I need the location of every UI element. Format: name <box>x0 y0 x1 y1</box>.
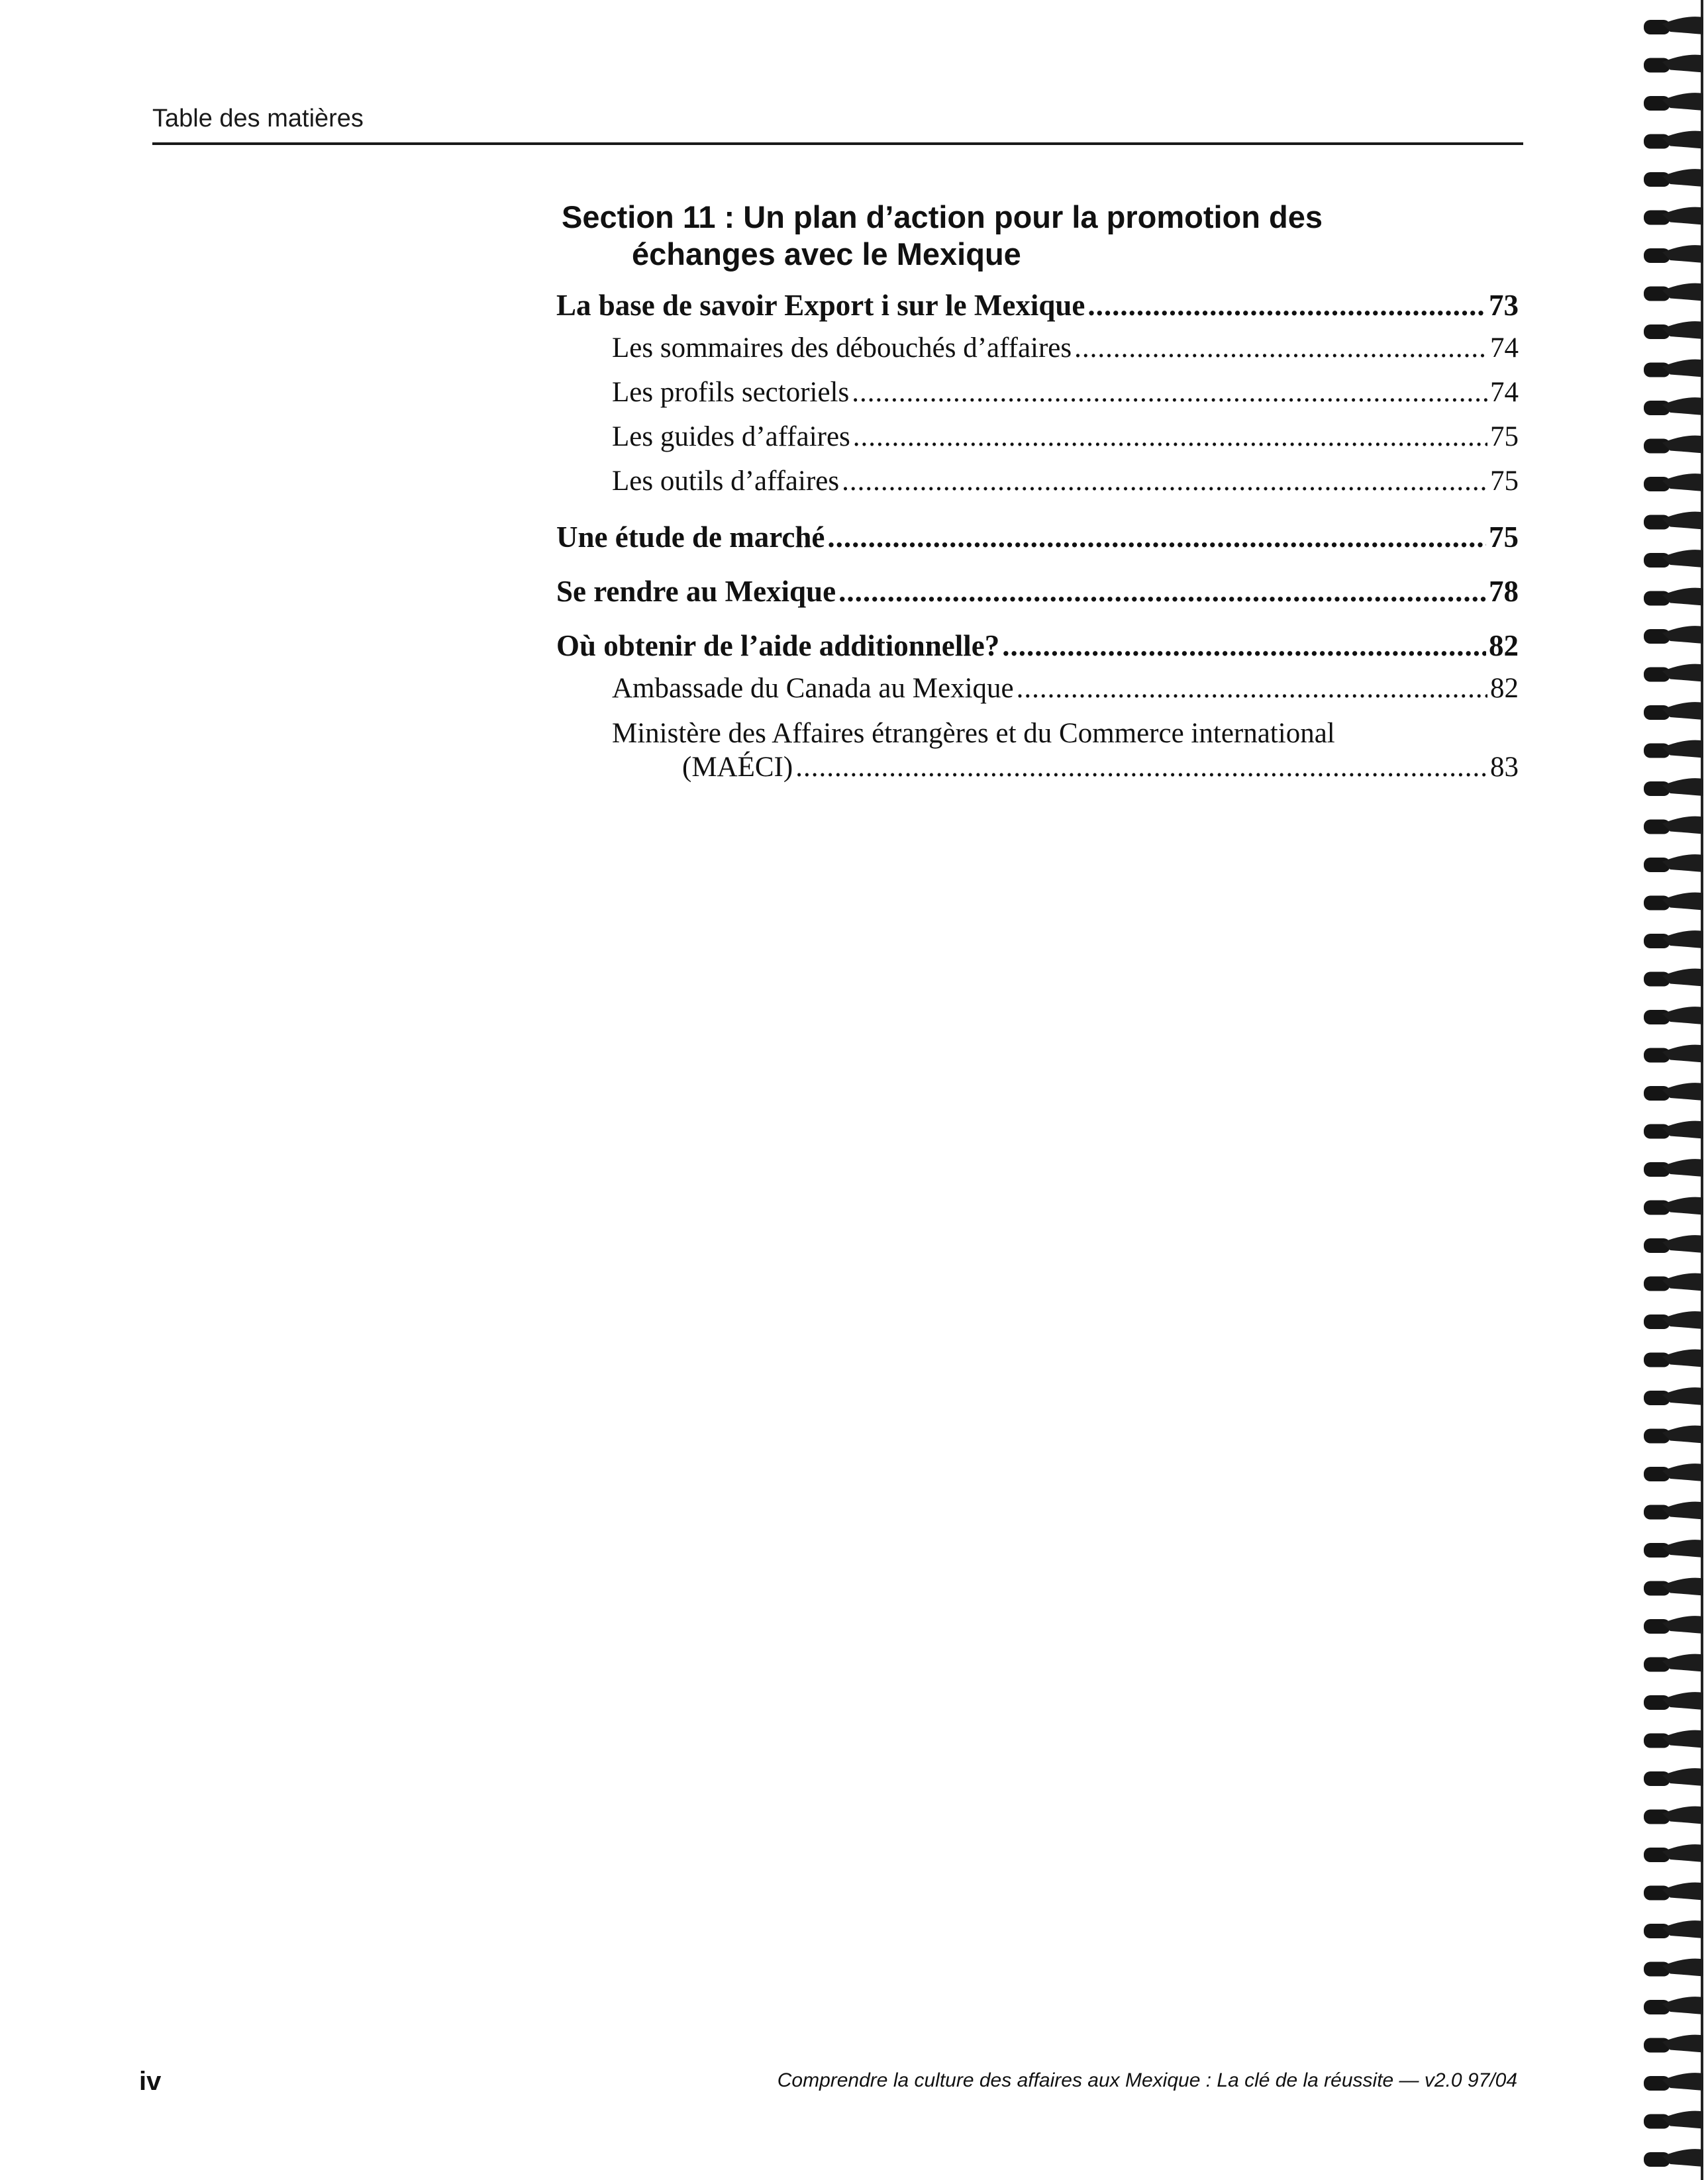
binding-loop <box>1644 1540 1703 1558</box>
toc-leader-dots <box>1017 672 1487 705</box>
toc-entry-export-i[interactable] <box>556 288 1519 332</box>
binding-loop <box>1644 1730 1703 1748</box>
binding-loop <box>1644 1273 1703 1291</box>
binding-loop <box>1644 1654 1703 1672</box>
toc-leader-dots <box>838 574 1486 609</box>
binding-loop <box>1644 1692 1703 1710</box>
binding-loop <box>1644 17 1703 34</box>
binding-loop <box>1644 1083 1703 1101</box>
toc-entry-page: 82 <box>1490 673 1519 704</box>
toc-leader-dots <box>853 421 1487 453</box>
toc-entry-se-rendre[interactable] <box>556 574 1519 618</box>
toc-entry-guides[interactable] <box>556 421 1519 465</box>
toc-entry-label: Les profils sectoriels <box>612 377 850 408</box>
binding-loop <box>1644 930 1703 948</box>
binding-loop <box>1644 169 1703 187</box>
toc-leader-dots <box>1074 332 1487 364</box>
binding-loop <box>1644 664 1703 682</box>
binding-loop <box>1644 1997 1703 2014</box>
toc-entry-page: 75 <box>1489 520 1519 554</box>
toc-entry-page: 74 <box>1490 332 1519 364</box>
binding-loop <box>1644 2111 1703 2129</box>
binding-loop <box>1644 1616 1703 1634</box>
toc-entry-outils[interactable] <box>556 465 1519 509</box>
toc-entry-line-2 <box>612 751 1519 791</box>
toc-entry-page: 82 <box>1489 629 1519 662</box>
binding-loop <box>1644 854 1703 872</box>
footer-publication-title: Comprendre la culture des affaires aux Mexique : La clé de la réussite — v2.0 97/04 <box>777 2069 1517 2091</box>
binding-loop <box>1644 1197 1703 1215</box>
binding-loop <box>1644 360 1703 377</box>
spiral-binding <box>1636 0 1708 2180</box>
section-title-line-1: Section 11 : Un plan d’action pour la promotion des <box>562 199 1323 234</box>
binding-loop <box>1644 702 1703 720</box>
binding-loop <box>1644 740 1703 758</box>
toc-entry-page: 83 <box>1490 752 1519 783</box>
binding-loop <box>1644 207 1703 225</box>
toc-leader-dots <box>1002 628 1486 663</box>
binding-loop <box>1644 1045 1703 1063</box>
binding-loop <box>1644 283 1703 301</box>
page-number: iv <box>139 2067 162 2096</box>
binding-loop <box>1644 1463 1703 1481</box>
binding-loop <box>1644 2073 1703 2091</box>
toc-leader-dots <box>852 376 1487 409</box>
binding-loop <box>1644 397 1703 415</box>
toc-leader-dots <box>827 520 1486 554</box>
binding-loop <box>1644 436 1703 454</box>
binding-loop <box>1644 1387 1703 1405</box>
toc-entry-label: La base de savoir Export i sur le Mexique <box>556 289 1085 322</box>
toc-entry-maeci[interactable] <box>556 717 1519 791</box>
toc-entry-page: 73 <box>1489 289 1519 322</box>
toc-entry-page: 75 <box>1490 466 1519 497</box>
binding-loop <box>1644 2035 1703 2053</box>
toc-entry-ambassade[interactable] <box>556 672 1519 717</box>
binding-loop <box>1644 473 1703 491</box>
binding-loop <box>1644 93 1703 111</box>
binding-loop <box>1644 1159 1703 1177</box>
toc-entry-page: 75 <box>1490 421 1519 452</box>
table-of-contents <box>556 288 1519 791</box>
toc-entry-aide[interactable] <box>556 628 1519 672</box>
toc-entry-profils[interactable] <box>556 376 1519 421</box>
binding-loop <box>1644 1920 1703 1938</box>
binding-loop <box>1644 131 1703 149</box>
binding-loop <box>1644 1807 1703 1824</box>
binding-loop <box>1644 1235 1703 1253</box>
binding-loop <box>1644 1121 1703 1139</box>
header-rule <box>152 142 1523 145</box>
binding-loop <box>1644 1426 1703 1444</box>
binding-loop <box>1644 969 1703 987</box>
toc-entry-etude[interactable] <box>556 520 1519 564</box>
binding-loop <box>1644 893 1703 911</box>
binding-loop <box>1644 626 1703 644</box>
toc-entry-label-line-2: (MAÉCI) <box>682 752 793 783</box>
section-title-line-2: échanges avec le Mexique <box>632 236 1021 272</box>
toc-entry-page: 78 <box>1489 575 1519 608</box>
toc-entry-label: Les outils d’affaires <box>612 466 840 497</box>
binding-loop <box>1644 1768 1703 1786</box>
binding-loop <box>1644 1311 1703 1329</box>
binding-loop <box>1644 321 1703 339</box>
toc-entry-sommaires[interactable] <box>556 332 1519 376</box>
binding-loop <box>1644 1883 1703 1901</box>
toc-entry-page: 74 <box>1490 377 1519 408</box>
section-title <box>562 199 1423 273</box>
binding-loop <box>1644 588 1703 606</box>
toc-entry-label: Ambassade du Canada au Mexique <box>612 673 1014 704</box>
binding-loop <box>1644 1578 1703 1596</box>
binding-loop <box>1644 55 1703 73</box>
binding-loop <box>1644 2149 1703 2167</box>
binding-loop <box>1644 1350 1703 1367</box>
toc-entry-label: Les guides d’affaires <box>612 421 850 452</box>
toc-entry-label: Une étude de marché <box>556 520 825 554</box>
binding-loop <box>1644 817 1703 834</box>
toc-entry-label: Se rendre au Mexique <box>556 575 836 608</box>
binding-loop <box>1644 1844 1703 1862</box>
binding-loop <box>1644 778 1703 796</box>
binding-loop <box>1644 550 1703 568</box>
binding-loop <box>1644 1959 1703 1977</box>
toc-entry-label-line-1: Ministère des Affaires étrangères et du Commerce international <box>612 718 1335 749</box>
binding-loop <box>1644 1502 1703 1520</box>
toc-entry-label: Les sommaires des débouchés d’affaires <box>612 332 1072 364</box>
toc-leader-dots <box>795 751 1487 783</box>
toc-entry-label: Où obtenir de l’aide additionnelle? <box>556 629 1000 662</box>
running-header: Table des matières <box>152 105 364 132</box>
binding-loop <box>1644 512 1703 530</box>
binding-loop <box>1644 1007 1703 1024</box>
binding-loop <box>1644 245 1703 263</box>
toc-leader-dots <box>842 465 1487 497</box>
toc-leader-dots <box>1087 288 1486 322</box>
